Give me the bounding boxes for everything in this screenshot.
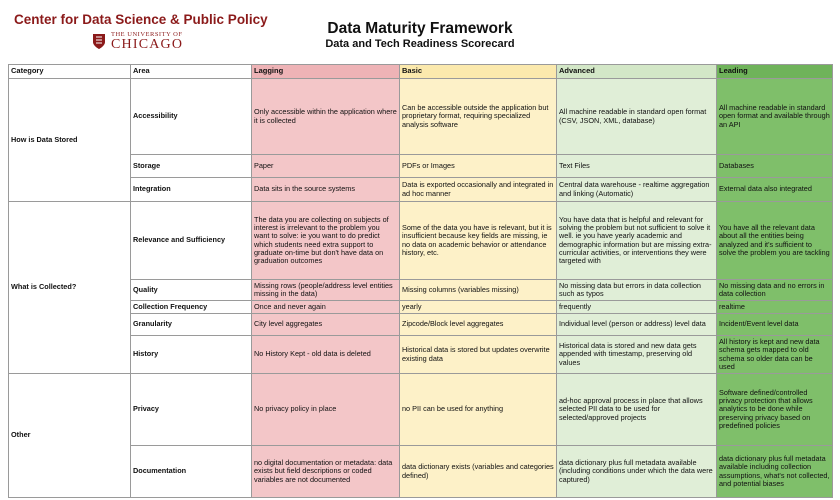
category-cell: How is Data Stored bbox=[9, 79, 131, 202]
advanced-cell: Historical data is stored and new data gets appended with timestamp, preserving old values bbox=[557, 336, 717, 374]
lagging-cell: City level aggregates bbox=[252, 314, 400, 336]
advanced-cell: Individual level (person or address) level data bbox=[557, 314, 717, 336]
area-cell: Relevance and Sufficiency bbox=[131, 202, 252, 280]
basic-cell: PDFs or Images bbox=[400, 155, 557, 178]
header-area: Area bbox=[131, 65, 252, 79]
leading-cell: No missing data and no errors in data collection bbox=[717, 280, 833, 301]
area-cell: Storage bbox=[131, 155, 252, 178]
advanced-cell: ad-hoc approval process in place that allows selected PII data to be used for selected/approved projects bbox=[557, 374, 717, 446]
lagging-cell: The data you are collecting on subjects of interest is irrelevant to the problem you want to solve: ie you want to do predict which students need extra support to graduate on-time but don't have data on graduation outcomes bbox=[252, 202, 400, 280]
area-cell: Accessibility bbox=[131, 79, 252, 155]
scorecard-table bbox=[8, 64, 833, 498]
university-big-text: CHICAGO bbox=[111, 37, 184, 52]
area-cell: Collection Frequency bbox=[131, 301, 252, 314]
table-row bbox=[9, 314, 833, 336]
header-category: Category bbox=[9, 65, 131, 79]
org-name: Center for Data Science & Public Policy bbox=[14, 12, 268, 27]
lagging-cell: Data sits in the source systems bbox=[252, 178, 400, 202]
basic-cell: Data is exported occasionally and integrated in ad hoc manner bbox=[400, 178, 557, 202]
table-row bbox=[9, 79, 833, 155]
area-cell: Privacy bbox=[131, 374, 252, 446]
leading-cell: realtime bbox=[717, 301, 833, 314]
table-row bbox=[9, 374, 833, 446]
basic-cell: Can be accessible outside the application but proprietary format, requiring specialized analysis software bbox=[400, 79, 557, 155]
table-row bbox=[9, 178, 833, 202]
lagging-cell: No privacy policy in place bbox=[252, 374, 400, 446]
header-leading: Leading bbox=[717, 65, 833, 79]
lagging-cell: Missing rows (people/address level entities missing in the data) bbox=[252, 280, 400, 301]
category-cell: What is Collected? bbox=[9, 202, 131, 374]
area-cell: Integration bbox=[131, 178, 252, 202]
table-row bbox=[9, 280, 833, 301]
header bbox=[0, 0, 840, 64]
university-small-text: THE UNIVERSITY OF bbox=[111, 31, 183, 38]
advanced-cell: You have data that is helpful and relevant for solving the problem but not sufficient to solve it well. ie you have yearly academic and demographic information but are missing extra-curricular activities, or interventions they were targeted with bbox=[557, 202, 717, 280]
basic-cell: no PII can be used for anything bbox=[400, 374, 557, 446]
advanced-cell: frequently bbox=[557, 301, 717, 314]
lagging-cell: Paper bbox=[252, 155, 400, 178]
lagging-cell: No History Kept - old data is deleted bbox=[252, 336, 400, 374]
leading-cell: All history is kept and new data schema gets mapped to old schema so older data can be used bbox=[717, 336, 833, 374]
table-header-row bbox=[9, 65, 833, 79]
table-row bbox=[9, 155, 833, 178]
area-cell: History bbox=[131, 336, 252, 374]
leading-cell: Databases bbox=[717, 155, 833, 178]
leading-cell: Incident/Event level data bbox=[717, 314, 833, 336]
lagging-cell: no digital documentation or metadata: data exists but field descriptions or coded variables are not documented bbox=[252, 446, 400, 498]
advanced-cell: Text Files bbox=[557, 155, 717, 178]
lagging-cell: Once and never again bbox=[252, 301, 400, 314]
category-cell: Other bbox=[9, 374, 131, 498]
page-title: Data Maturity Framework bbox=[327, 20, 513, 37]
table-row bbox=[9, 301, 833, 314]
basic-cell: Historical data is stored but updates overwrite existing data bbox=[400, 336, 557, 374]
basic-cell: Zipcode/Block level aggregates bbox=[400, 314, 557, 336]
basic-cell: yearly bbox=[400, 301, 557, 314]
table-row bbox=[9, 336, 833, 374]
table-row bbox=[9, 446, 833, 498]
leading-cell: You have all the relevant data about all the entities being analyzed and it's sufficient to solve the problem you are tackling bbox=[717, 202, 833, 280]
advanced-cell: All machine readable in standard open format (CSV, JSON, XML, database) bbox=[557, 79, 717, 155]
header-basic: Basic bbox=[400, 65, 557, 79]
leading-cell: Software defined/controlled privacy protection that allows analytics to be done while preserving privacy based on predefined policies bbox=[717, 374, 833, 446]
area-cell: Granularity bbox=[131, 314, 252, 336]
basic-cell: data dictionary exists (variables and categories defined) bbox=[400, 446, 557, 498]
page-subtitle: Data and Tech Readiness Scorecard bbox=[325, 38, 515, 50]
header-advanced: Advanced bbox=[557, 65, 717, 79]
lagging-cell: Only accessible within the application where it is collected bbox=[252, 79, 400, 155]
leading-cell: data dictionary plus full metadata available including collection assumptions, what's not collected, and potential biases bbox=[717, 446, 833, 498]
basic-cell: Missing columns (variables missing) bbox=[400, 280, 557, 301]
advanced-cell: data dictionary plus full metadata available (including conditions under which the data were captured) bbox=[557, 446, 717, 498]
area-cell: Documentation bbox=[131, 446, 252, 498]
advanced-cell: Central data warehouse - realtime aggregation and linking (Automatic) bbox=[557, 178, 717, 202]
basic-cell: Some of the data you have is relevant, but it is insufficient because key fields are missing, ie no data on academic behavior or attendance history, etc. bbox=[400, 202, 557, 280]
leading-cell: All machine readable in standard open format and available through an API bbox=[717, 79, 833, 155]
header-lagging: Lagging bbox=[252, 65, 400, 79]
advanced-cell: No missing data but errors in data collection such as typos bbox=[557, 280, 717, 301]
leading-cell: External data also integrated bbox=[717, 178, 833, 202]
table-row bbox=[9, 202, 833, 280]
area-cell: Quality bbox=[131, 280, 252, 301]
